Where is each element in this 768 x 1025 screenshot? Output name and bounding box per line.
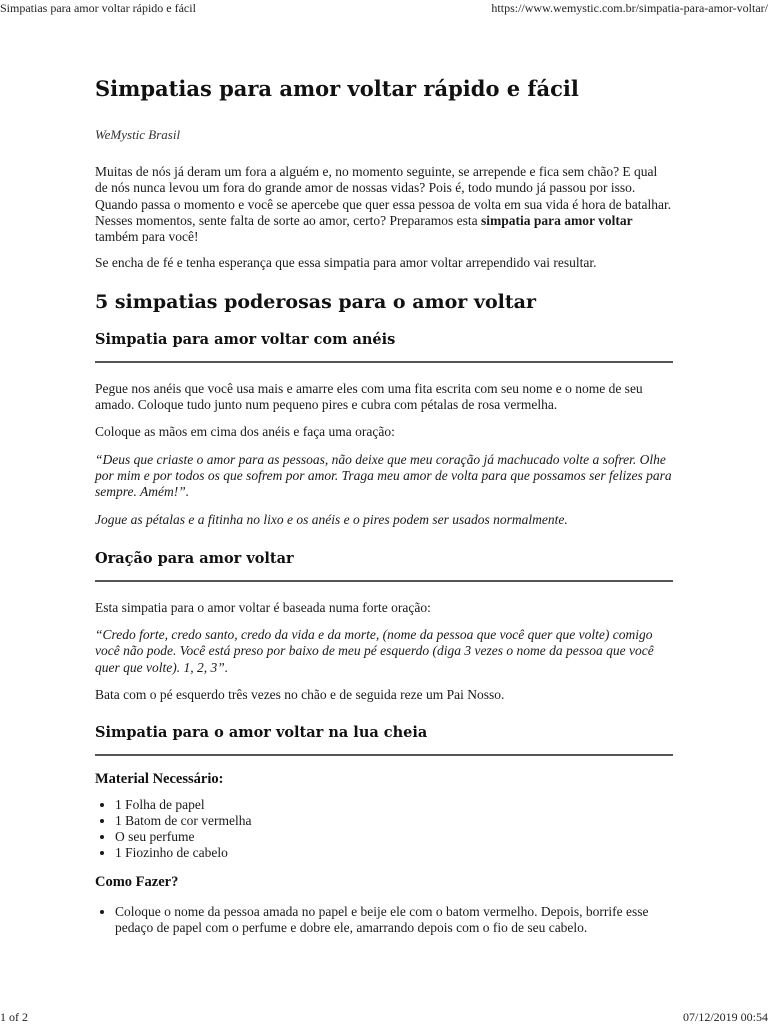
list-item: • 1 Batom de cor vermelha bbox=[115, 813, 673, 829]
print-footer bbox=[0, 1009, 768, 1024]
article-title: Simpatias para amor voltar rápido e fácil bbox=[95, 76, 579, 101]
aneis-paragraph-1: Pegue nos anéis que você usa mais e amarre eles com uma fita escrita com seu nome e o nome de seu amado. Coloque tudo junto num pequeno pires e cubra com pétalas de rosa vermelha. bbox=[95, 380, 643, 413]
print-header-url[interactable]: https://www.wemystic.com.br/simpatia-para-amor-voltar/ bbox=[491, 1, 768, 15]
intro-paragraph bbox=[95, 164, 673, 245]
aneis-paragraph-2: Coloque as mãos em cima dos anéis e faça uma oração: bbox=[95, 424, 395, 440]
article-author[interactable]: WeMystic Brasil bbox=[95, 127, 181, 142]
print-header-title: Simpatias para amor voltar rápido e fácil bbox=[0, 1, 196, 15]
subsection-heading-aneis: Simpatia para amor voltar com anéis bbox=[95, 331, 673, 363]
list-item: • Coloque o nome da pessoa amada no papel e beije ele com o batom vermelho. Depois, borrife esse pedaço de papel com o perfume e dobre ele, amarrando depois com o fio de seu cabelo. bbox=[115, 904, 673, 936]
list-item: • 1 Fiozinho de cabelo bbox=[115, 845, 673, 861]
print-header bbox=[0, 0, 768, 18]
materials-list bbox=[95, 797, 673, 861]
material-heading: Material Necessário: bbox=[95, 771, 224, 788]
subsection-heading-lua-cheia: Simpatia para o amor voltar na lua cheia bbox=[95, 724, 673, 756]
subsection-heading-oracao: Oração para amor voltar bbox=[95, 550, 673, 582]
aneis-paragraph-3 bbox=[95, 512, 673, 528]
intro-text-start: Muitas de nós já deram um fora a alguém e, no momento seguinte, se arrepende e fica sem chão? E qual de nós nunca levou um fora do grande amor de nossas vidas? Pois é, todo mundo já passou por isso. Quando passa o momento e você se apercebe que quer essa pessoa de volta em sua vida é hora de batalhar. Nesses momentos, sente falta de sorte ao amor, certo? Preparamos esta bbox=[95, 164, 672, 228]
aneis-prayer-text: “Deus que criaste o amor para as pessoas, não deixe que meu coração já machucado volte a sofrer. Olhe por mim e por todos os que sofrem por amor. Traga meu amor de volta para que possamos ser felizes para sempre. Amém!”. bbox=[95, 451, 672, 500]
oracao-paragraph-2: Bata com o pé esquerdo três vezes no chão e de seguida reze um Pai Nosso. bbox=[95, 687, 505, 703]
oracao-paragraph-1: Esta simpatia para o amor voltar é baseada numa forte oração: bbox=[95, 599, 431, 615]
list-item: • O seu perfume bbox=[115, 829, 673, 845]
how-to-heading: Como Fazer? bbox=[95, 874, 179, 891]
aneis-prayer-quote bbox=[95, 452, 673, 501]
oracao-prayer-text: “Credo forte, credo santo, credo da vida e da morte, (nome da pessoa que você quer que volte) comigo você não pode. Você está preso por baixo de meu pé esquerdo (diga 3 vezes o nome da pessoa que você quer que volte). 1, 2, 3”. bbox=[95, 627, 654, 675]
intro-bold-keyword: simpatia para amor voltar bbox=[480, 212, 633, 228]
print-datetime: 07/12/2019 00:54 bbox=[682, 1010, 768, 1024]
oracao-prayer-quote bbox=[95, 627, 673, 676]
steps-list bbox=[95, 904, 673, 936]
aneis-paragraph-3-text: Jogue as pétalas e a fitinha no lixo e os anéis e o pires podem ser usados normalmente. bbox=[95, 511, 568, 527]
list-item: • 1 Folha de papel bbox=[115, 797, 673, 813]
intro-text-end: também para você! bbox=[95, 229, 199, 245]
intro-paragraph-2: Se encha de fé e tenha esperança que essa simpatia para amor voltar arrependido vai resultar. bbox=[95, 255, 597, 271]
section-heading-main: 5 simpatias poderosas para o amor voltar bbox=[95, 290, 536, 313]
article bbox=[95, 68, 673, 936]
page-number: 1 of 2 bbox=[0, 1010, 28, 1024]
